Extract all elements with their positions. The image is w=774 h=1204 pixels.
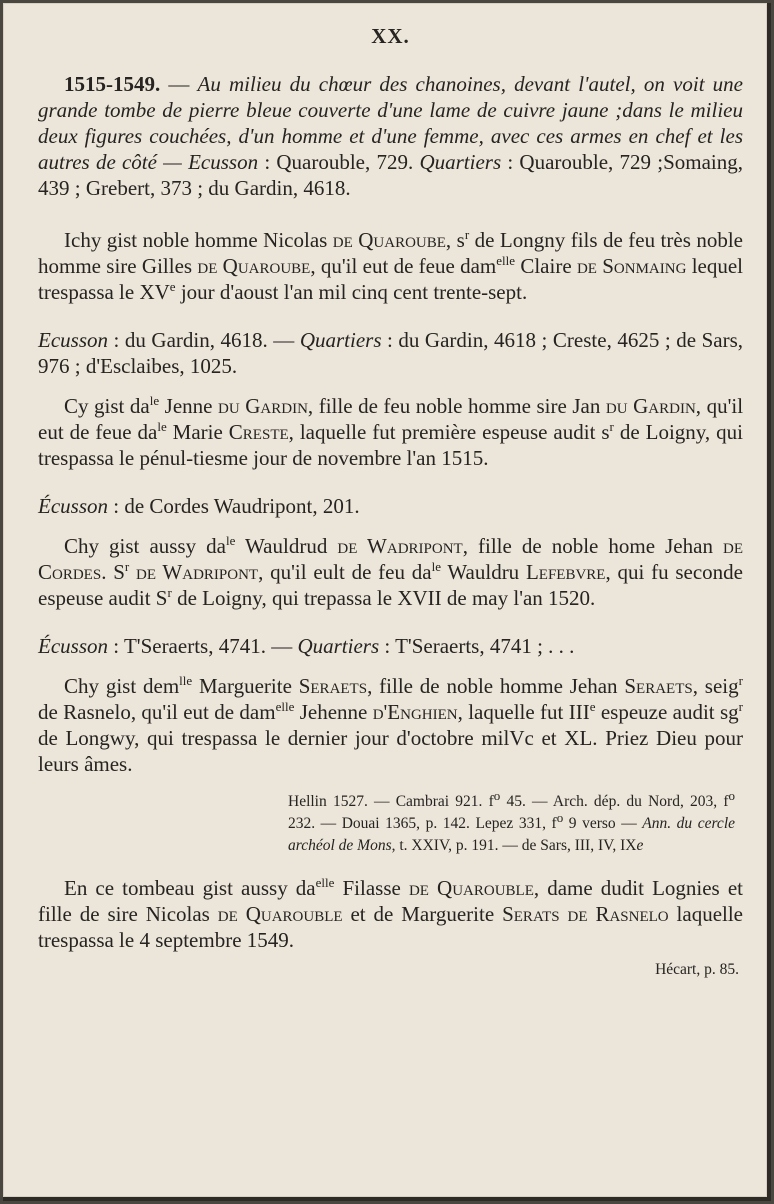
- intro-description: Au milieu du chœur des chanoines, devant l'autel, on voit une grande tombe de pierre bleue couverte d'une lame de cuivre jaune ;dans le milieu deux figures couchées, d'un homme et d'une femme, avec ces armes en chef et les autres de côté —: [38, 72, 743, 174]
- epitaph-quarouble: Ichy gist noble homme Nicolas de Quaroube, $s^r$ de Longny fils de feu très noble homme sire Gilles de Quaroube, qu'il eut de feue dam$^{elle}$ Claire de Sonmaing lequel trespassa le XVe jour d'aoust l'an mil cinq cent trente-sept.: [38, 227, 744, 304]
- source-citation: Hécart, p. 85.: [655, 961, 739, 978]
- epitaph-du-gardin: Cy gist $da^{le}$ Jenne du Gardin, fille de feu noble homme sire Jan du Gardin, qu'il eut de feue $da^{le}$ Marie Creste, laquelle fut première espeuse audit $s^r$ de Loigny, qui trespassa le pénul-tiesme jour de novembre l'an 1515.: [38, 393, 744, 470]
- epitaph-filasse: En ce tombeau gist aussy $da^{elle}$ Filasse de Quarouble, dame dudit Lognies et fille de sire Nicolas de Quarouble et de Marguerite Serats de Rasnelo laquelle trespassa le 4 septembre 1549.: [38, 875, 744, 952]
- epitaph-seraets: Chy gist dem$^{lle}$ Marguerite Seraets, fille de noble homme Jehan Seraets, seig$^r$ de Rasnelo, qu'il eut de dam$^{elle}$ Jehenne d'Enghien, laquelle fut IIIe espeuze audit $sg^r$ de Longwy, qui trespassa le dernier jour d'octobre milVc et XL. Priez Dieu pour leurs âmes.: [38, 673, 743, 776]
- intro-paragraph: 1515-1549. — Au milieu du chœur des chanoines, devant l'autel, on voit une grande tombe de pierre bleue couverte d'une lame de cuivre jaune ;dans le milieu deux figures couchées, d'un homme et d'une femme, avec ces armes en chef et les autres de côté — Ecusson : Quarouble, 729. Quartiers : Quarouble, 729 ;Somaing, 439 ; Grebert, 373 ; du Gardin, 4618.: [38, 72, 743, 200]
- references-block: Hellin 1527. — Cambrai 921. $f^o$ 45. — Arch. dép. du Nord, 203, $f^o$ 232. — Douai 1365, p. 142. Lepez 331, $f^o$ 9 verso — Ann. du cercle archéol de Mons, t. XXIV, p. 191. — de Sars, III, IV, IXe: [288, 787, 735, 854]
- intro-dates: 1515-1549.: [64, 72, 161, 96]
- ecusson-tseraerts: Écusson : T'Seraerts, 4741. — Quartiers : T'Seraerts, 4741 ; . . .: [38, 634, 575, 658]
- ecusson-cordes: Écusson : de Cordes Waudripont, 201.: [38, 494, 360, 518]
- epitaph-wadripont: Chy gist aussy $da^{le}$ Wauldrud de Wadripont, fille de noble home Jehan de Cordes. $S^r$ de Wadripont, qu'il eult de feu $da^{le}$ Wauldru Lefebvre, qui fu seconde espeuse audit $S^r$ de Loigny, qui trepassa le XVII de may l'an 1520.: [38, 533, 744, 610]
- document-page: [38, 23, 743, 983]
- ecusson-du-gardin: Ecusson : du Gardin, 4618. — Quartiers : du Gardin, 4618 ; Creste, 4625 ; de Sars, 976 ; d'Esclaibes, 1025.: [38, 328, 744, 378]
- page-frame: [3, 3, 771, 1201]
- chapter-heading: XX.: [371, 24, 410, 48]
